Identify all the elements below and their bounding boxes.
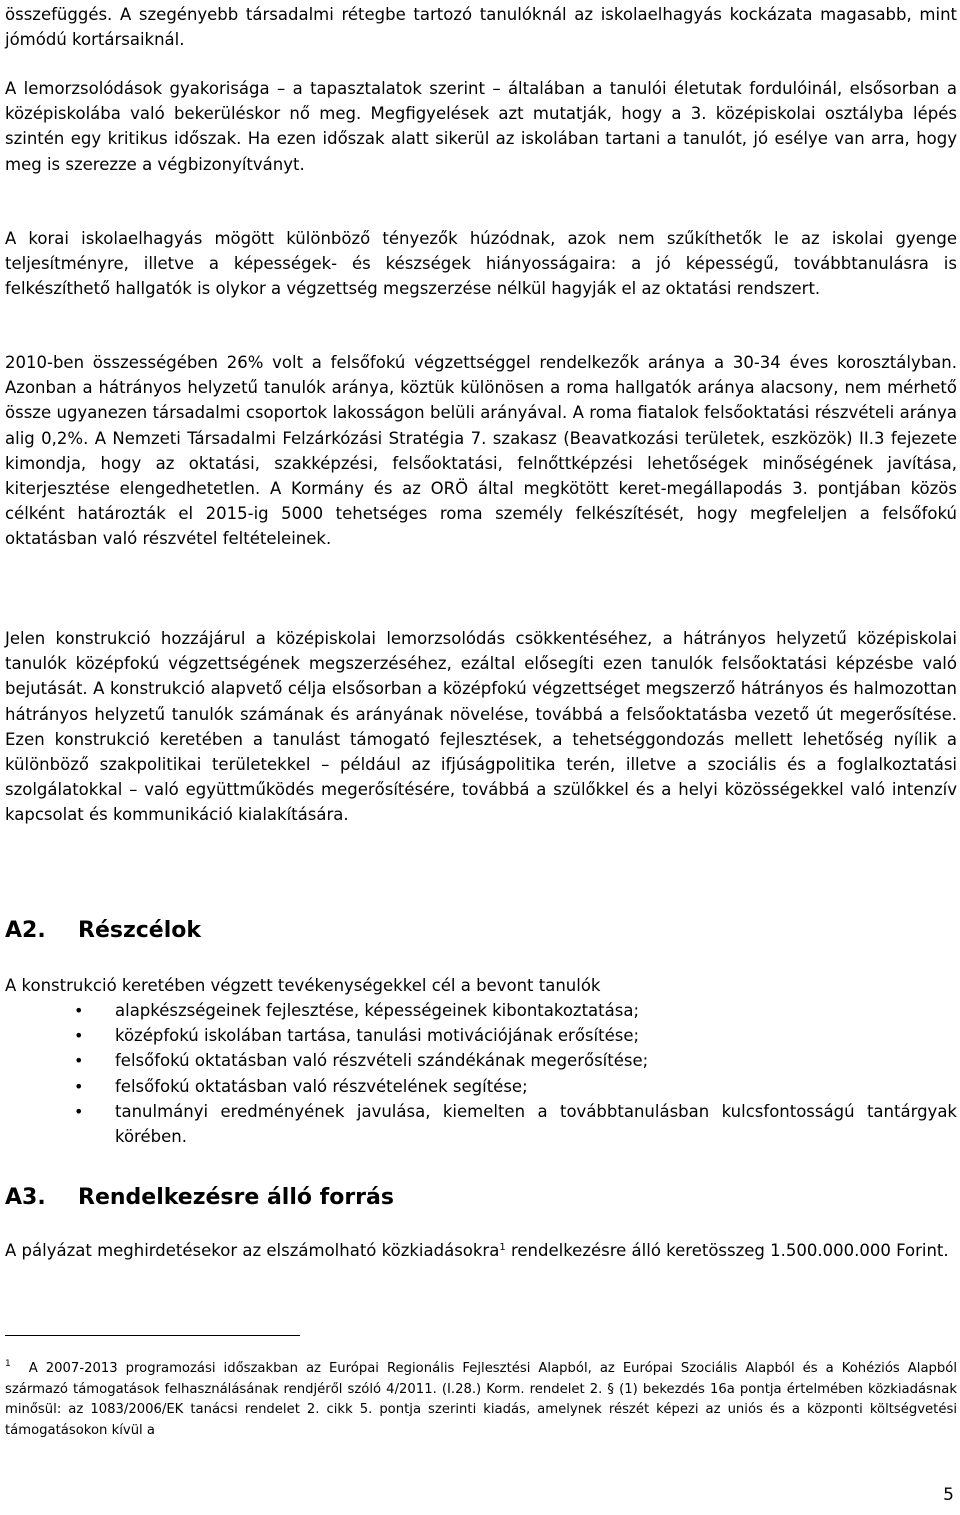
bullet-icon: •: [74, 1026, 84, 1046]
funds-text-end: rendelkezésre álló keretösszeg 1.500.000.000 Forint.: [505, 1241, 949, 1260]
paragraph-intro-continuation: összefüggés. A szegényebb társadalmi rétegbe tartozó tanulóknál az iskolaelhagyás kockázata magasabb, mint jómódú kortársaiknál.: [5, 5, 957, 50]
list-item: [5, 1099, 957, 1149]
footnote-separator: [5, 1335, 300, 1336]
footnote-marker: 1: [5, 1359, 11, 1369]
list-item: [5, 998, 957, 1023]
paragraph-higher-education-rates: 2010-ben összességében 26% volt a felsőfokú végzettséggel rendelkezők aránya a 30-34 éves korosztályban. Azonban a hátrányos helyzetű tanulók aránya, köztük különösen a roma hallgatók aránya alacsony, nem mérhető össze ugyanezen társadalmi csoportok lakosságon belüli arányával. A roma fiatalok felsőoktatási részvételi aránya alig 0,2%. A Nemzeti Társadalmi Felzárkózási Stratégia 7. szakasz (Beavatkozási területek, eszközök) II.3 fejezete kimondja, hogy az oktatási, szakképzési, felsőoktatási, felnőttképzési lehetőségek minőségének javítása, kiterjesztése elengedhetetlen. A Kormány és az ORÖ által megkötött keret-megállapodás 3. pontjában közös célként határozták el 2015-ig 5000 tehetséges roma személy felkészítését, hogy megfeleljen a felsőfokú oktatásban való részvétel feltételeinek.: [5, 353, 957, 549]
list-item-text: felsőfokú oktatásban való részvételi szándékának megerősítése;: [115, 1051, 649, 1071]
bullet-icon: •: [74, 1101, 84, 1121]
section-number: A3.: [5, 1185, 46, 1210]
list-item-text: felsőfokú oktatásban való részvételének segítése;: [115, 1076, 528, 1096]
list-item: [5, 1023, 957, 1048]
paragraph-available-funds: [5, 1238, 957, 1263]
section-title: Részcélok: [78, 918, 202, 943]
paragraph-dropout-frequency: A lemorzsolódások gyakorisága – a tapasztalatok szerint – általában a tanulói életutak fordulóinál, elsősorban a középiskolába való bekerüléskor nő meg. Megfigyelések azt mutatják, hogy a 3. középiskolai osztályba lépés szintén egy kritikus időszak. Ha ezen időszak alatt sikerül az iskolában tartani a tanulót, jó esélye van arra, hogy meg is szerezze a végbizonyítványt.: [5, 79, 957, 174]
page-number: 5: [943, 1485, 954, 1505]
section-number: A2.: [5, 918, 46, 943]
funds-text-start: A pályázat meghirdetésekor az elszámolható közkiadásokra: [5, 1241, 500, 1260]
bullet-icon: •: [74, 1051, 84, 1071]
list-item-text: alapkészségeinek fejlesztése, képességeinek kibontakoztatása;: [115, 1001, 640, 1020]
list-item-text: középfokú iskolában tartása, tanulási motivációjának erősítése;: [115, 1026, 640, 1046]
goals-list: [5, 998, 957, 1149]
list-item: [5, 1048, 957, 1073]
section-heading-a2: [5, 917, 201, 945]
paragraph-early-leaving-factors: A korai iskolaelhagyás mögött különböző tényezők húzódnak, azok nem szűkíthetők le az iskolai gyenge teljesítményre, illetve a képességek- és készségek hiányosságaira: a jó képességű, továbbtanulásra is felkészíthető hallgatók is olykor a végzettség megszerzése nélkül hagyják el az oktatási rendszert.: [5, 229, 957, 299]
footnote: [5, 1359, 957, 1441]
bullet-icon: •: [74, 1001, 84, 1020]
bullet-icon: •: [74, 1076, 84, 1096]
section-heading-a3: [5, 1184, 394, 1212]
list-item: [5, 1074, 957, 1099]
footnote-text: A 2007-2013 programozási időszakban az Európai Regionális Fejlesztési Alapból, az Európai Szociális Alapból és a Kohéziós Alapból származó támogatások felhasználásának rendjéről szóló 4/2011. (I.28.) Korm. rendelet 2. § (1) bekezdés 16a pontja értelmében közkiadásnak minősül: az 1083/2006/EK tanácsi rendelet 2. cikk 5. pontja szerinti kiadás, amelynek részét képezi az uniós és a központi költségvetési támogatásokon kívül a: [5, 1361, 957, 1438]
section-title: Rendelkezésre álló forrás: [78, 1185, 394, 1210]
list-item-text: tanulmányi eredményének javulása, kiemelten a továbbtanulásban kulcsfontosságú tantárgyak körében.: [115, 1101, 957, 1147]
footnote-reference[interactable]: 1: [499, 1242, 506, 1253]
goals-intro: A konstrukció keretében végzett tevékenységekkel cél a bevont tanulók: [5, 976, 601, 995]
paragraph-construction-goals: Jelen konstrukció hozzájárul a középiskolai lemorzsolódás csökkentéséhez, a hátrányos helyzetű középiskolai tanulók középfokú végzettségének megszerzéséhez, ezáltal elősegíti ezen tanulók felsőoktatási képzésbe való bejutását. A konstrukció alapvető célja elsősorban a középfokú végzettséget megszerző hátrányos és halmozottan hátrányos helyzetű tanulók számának és arányának növelése, továbbá a felsőoktatásba vezető út megerősítése. Ezen konstrukció keretében a tanulást támogató fejlesztések, a tehetséggondozás mellett lehetőség nyílik a különböző szakpolitikai területekkel – például az ifjúságpolitika terén, illetve a szociális és a foglalkoztatási szolgálatokkal – való együttműködés megerősítésére, továbbá a szülőkkel és a helyi közösségekkel való intenzív kapcsolat és kommunikáció kialakítására.: [5, 629, 957, 825]
